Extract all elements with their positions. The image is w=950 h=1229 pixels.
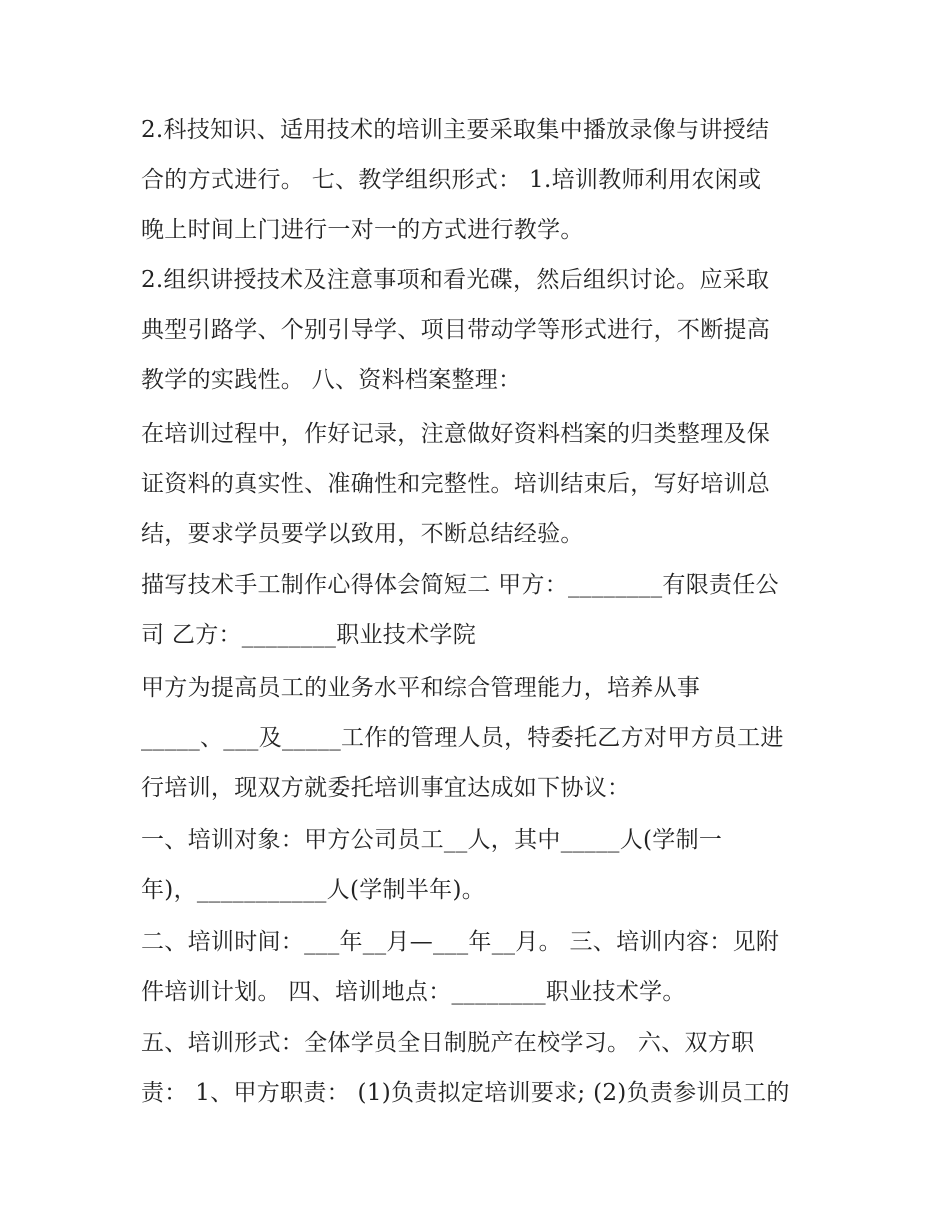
text-line: 在培训过程中，作好记录，注意做好资料档案的归类整理及保 [141, 421, 771, 447]
text-line: 五、培训形式：全体学员全日制脱产在校学习。 六、双方职 [141, 1030, 755, 1056]
text-line: _____、___及_____工作的管理人员，特委托乙方对甲方员工进 [141, 725, 784, 751]
text-line: 二、培训时间：___年__月—___年__月。 三、培训内容：见附 [141, 929, 780, 955]
text-line: 典型引路学、个别引导学、项目带动学等形式进行，不断提高 [141, 317, 771, 343]
text-line: 合的方式进行。 七、教学组织形式： 1.培训教师利用农闲或 [141, 167, 762, 193]
text-line: 行培训，现双方就委托培训事宜达成如下协议： [141, 775, 631, 801]
text-line: 晚上时间上门进行一对一的方式进行教学。 [141, 217, 584, 243]
text-line: 结，要求学员要学以致用，不断总结经验。 [141, 521, 584, 547]
text-line: 件培训计划。 四、培训地点：________职业技术学。 [141, 979, 686, 1005]
text-line: 2.科技知识、适用技术的培训主要采取集中播放录像与讲授结 [141, 117, 770, 143]
text-line: 证资料的真实性、准确性和完整性。培训结束后，写好培训总 [141, 471, 771, 497]
text-line: 教学的实践性。 八、资料档案整理： [141, 367, 522, 393]
text-line: 甲方为提高员工的业务水平和综合管理能力，培养从事 [141, 675, 701, 701]
text-line: 2.组织讲授技术及注意事项和看光碟，然后组织讨论。应采取 [141, 267, 770, 293]
text-line: 一、培训对象：甲方公司员工__人，其中_____人(学制一 [141, 827, 723, 853]
text-line: 责： 1、甲方职责： (1)负责拟定培训要求; (2)负责参训员工的 [141, 1080, 790, 1106]
text-line: 司 乙方：________职业技术学院 [141, 622, 477, 648]
text-line: 年)，___________人(学制半年)。 [141, 877, 486, 903]
text-line: 描写技术手工制作心得体会简短二 甲方：________有限责任公 [141, 572, 779, 598]
